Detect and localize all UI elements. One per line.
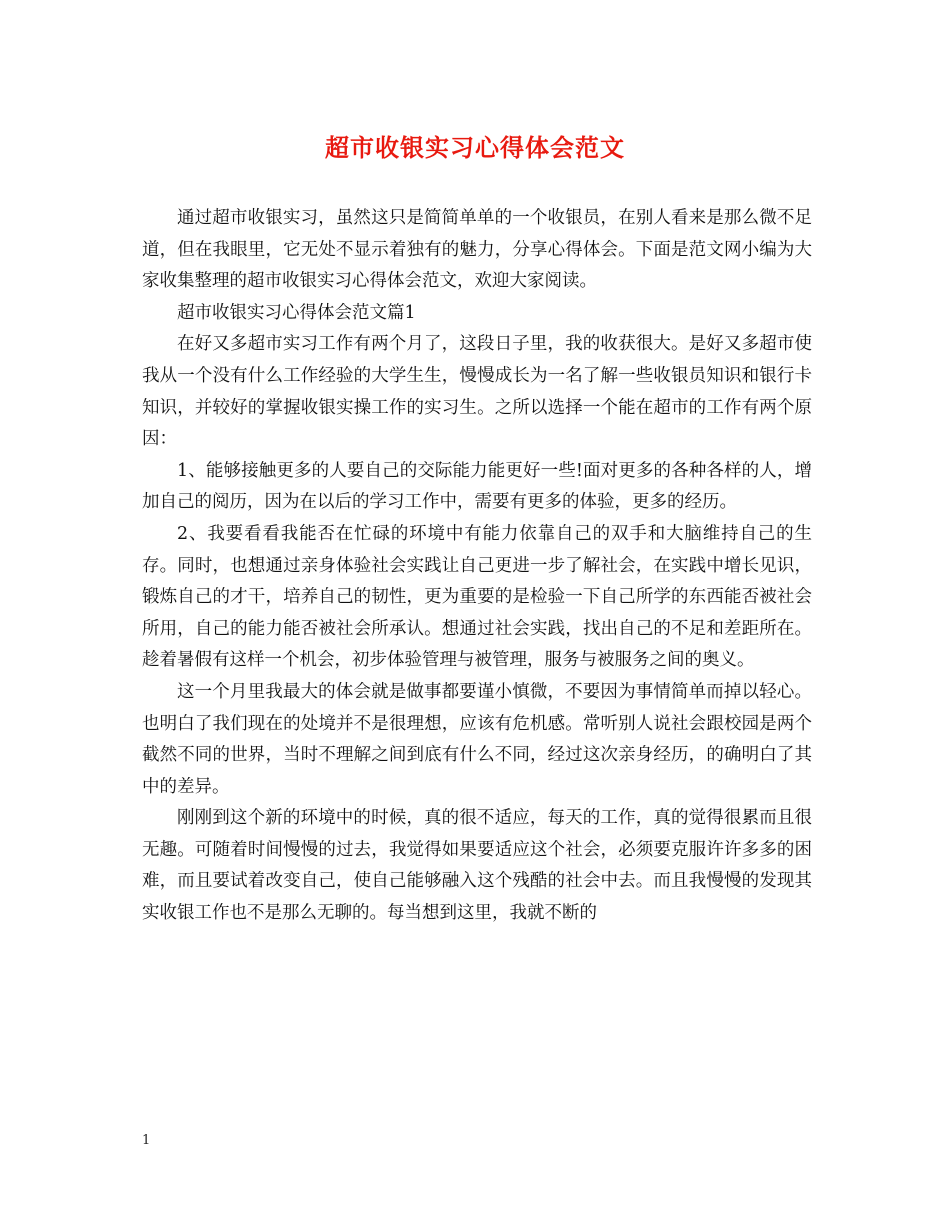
page-number: 1 xyxy=(142,1133,151,1148)
paragraph: 这一个月里我最大的体会就是做事都要谨小慎微，不要因为事情简单而掉以轻心。也明白了我们现在的处境并不是很理想，应该有危机感。常听别人说社会跟校园是两个截然不同的世界，当时不理解之间到底有什么不同，经过这次亲身经历，的确明白了其中的差异。 xyxy=(142,681,812,797)
paragraph: 在好又多超市实习工作有两个月了，这段日子里，我的收获很大。是好又多超市使我从一个没有什么工作经验的大学生生，慢慢成长为一名了解一些收银员知识和银行卡知识，并较好的掌握收银实操工作的实习生。之所以选择一个能在超市的工作有两个原因： xyxy=(142,334,812,450)
document-title: 超市收银实习心得体会范文 xyxy=(325,133,625,162)
paragraph: 1、能够接触更多的人要自己的交际能力能更好一些!面对更多的各种各样的人，增加自己的阅历，因为在以后的学习工作中，需要有更多的体验，更多的经历。 xyxy=(142,460,812,513)
paragraph: 2、我要看看我能否在忙碌的环境中有能力依靠自己的双手和大脑维持自己的生存。同时，也想通过亲身体验社会实践让自己更进一步了解社会，在实践中增长见识，锻炼自己的才干，培养自己的韧性，更为重要的是检验一下自己所学的东西能否被社会所用，自己的能力能否被社会所承认。想通过社会实践，找出自己的不足和差距所在。趁着暑假有这样一个机会，初步体验管理与被管理，服务与被服务之间的奥义。 xyxy=(142,523,812,671)
document-body xyxy=(142,203,812,930)
section-heading: 超市收银实习心得体会范文篇1 xyxy=(177,302,416,323)
paragraph: 刚刚到这个新的环境中的时候，真的很不适应，每天的工作，真的觉得很累而且很无趣。可随着时间慢慢的过去，我觉得如果要适应这个社会，必须要克服许许多多的困难，而且要试着改变自己，使自己能够融入这个残酷的社会中去。而且我慢慢的发现其实收银工作也不是那么无聊的。每当想到这里，我就不断的 xyxy=(142,808,812,924)
paragraph-intro: 通过超市收银实习，虽然这只是简简单单的一个收银员，在别人看来是那么微不足道，但在我眼里，它无处不显示着独有的魅力，分享心得体会。下面是范文网小编为大家收集整理的超市收银实习心得体会范文，欢迎大家阅读。 xyxy=(142,208,812,292)
